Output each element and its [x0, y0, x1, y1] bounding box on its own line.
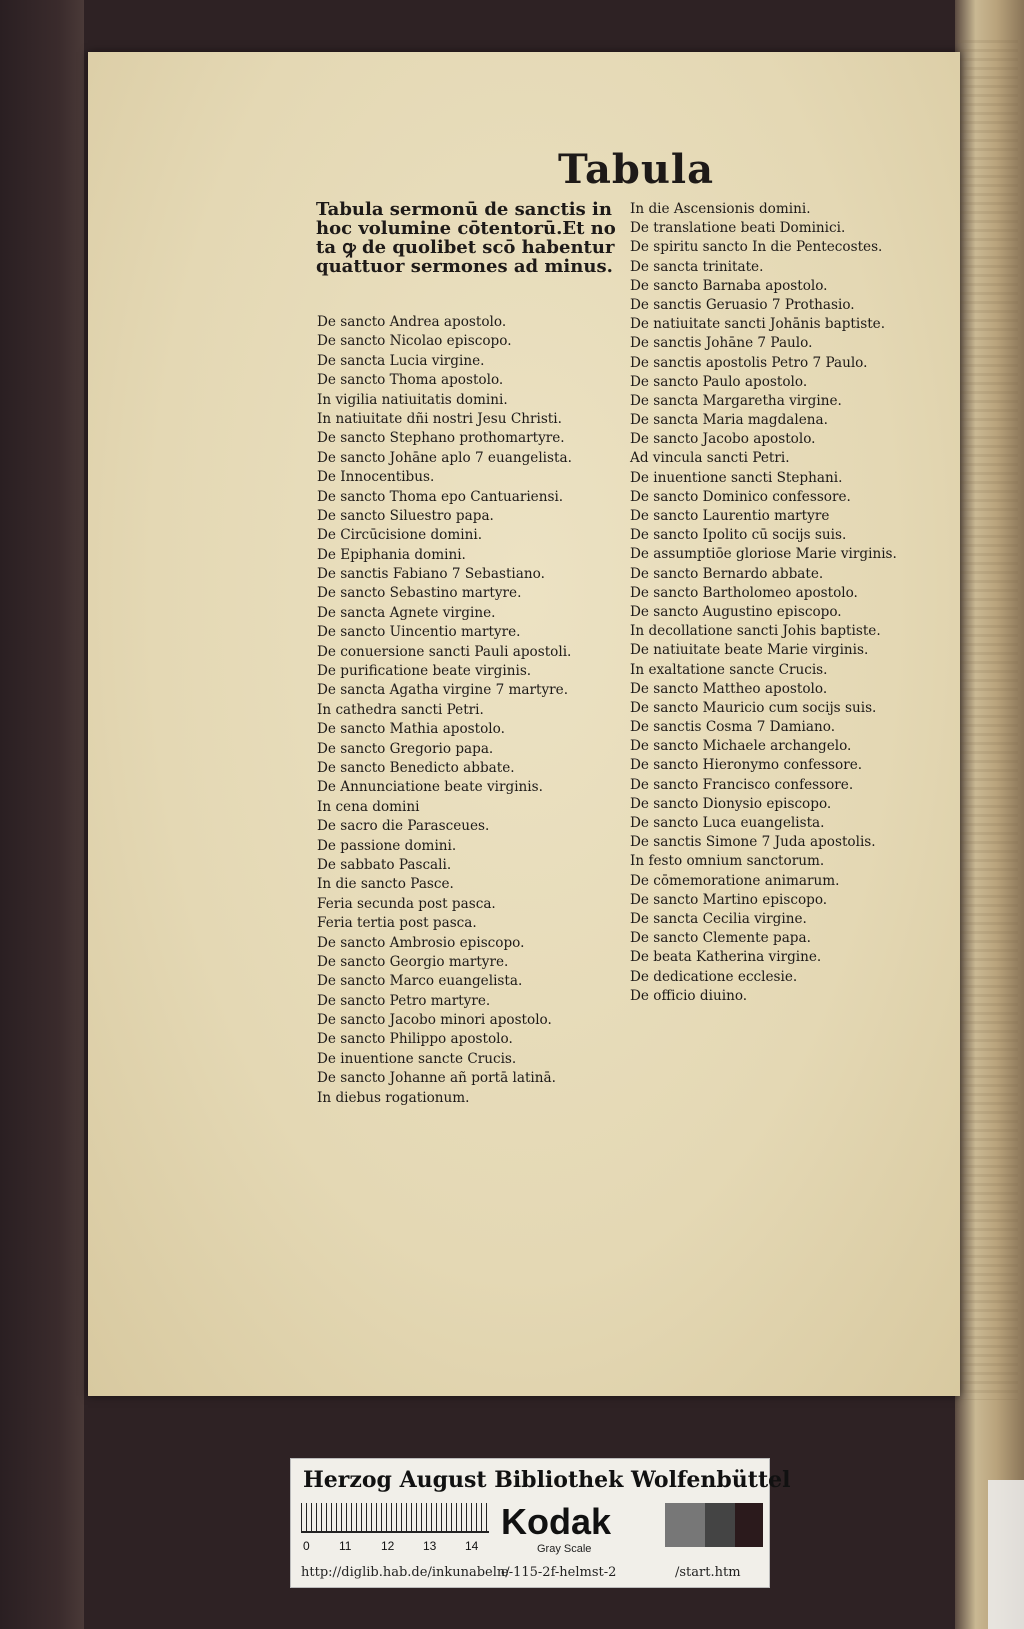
table-entry: De sanctis Simone 7 Juda apostolis.	[630, 834, 876, 851]
table-entry: In exaltatione sancte Crucis.	[630, 661, 828, 678]
table-entry: De sanctis Fabiano 7 Sebastiano.	[317, 566, 545, 583]
table-entry: De sancto Thoma apostolo.	[317, 372, 504, 389]
table-entry: De sancto Jacobo apostolo.	[630, 431, 816, 448]
table-entry: De assumptiōe gloriose Marie virginis.	[630, 546, 897, 563]
ruler-number: 11	[339, 1539, 352, 1553]
table-entry: De natiuitate beate Marie virginis.	[630, 642, 869, 659]
page-edge-texture	[958, 40, 1018, 1400]
table-entry: De sancta Lucia virgine.	[317, 352, 485, 369]
table-entry: De sancto Siluestro papa.	[317, 507, 494, 524]
table-entry: De officio diuino.	[630, 987, 748, 1004]
table-entry: De inuentione sancte Crucis.	[317, 1050, 517, 1067]
table-entry: De translatione beati Dominici.	[630, 220, 846, 237]
table-entry: De sancto Philippo apostolo.	[317, 1031, 513, 1048]
table-entry: De Circūcisione domini.	[317, 527, 483, 544]
table-entry: De dedicatione ecclesie.	[630, 968, 798, 985]
table-entry: De sancta Agatha virgine 7 martyre.	[317, 682, 569, 699]
intro-line: ta ꝙ de quolibet scō habentur	[316, 237, 615, 258]
table-entry: De sancta Maria magdalena.	[630, 412, 828, 429]
intro-line: hoc volumine cōtentorū.Et no	[316, 218, 616, 239]
gray-swatch	[735, 1503, 763, 1547]
table-entry: De sancto Mattheo apostolo.	[630, 680, 828, 697]
table-entry: De sacro die Parasceues.	[317, 818, 490, 835]
ruler-number: 0	[303, 1539, 310, 1553]
table-entry: De sancto Georgio martyre.	[317, 953, 509, 970]
ruler-number: 14	[465, 1539, 479, 1553]
table-entry: De sancto Augustino episcopo.	[630, 603, 842, 620]
table-entry: De cōmemoratione animarum.	[630, 872, 840, 889]
left-column-list	[317, 313, 647, 1108]
manuscript-page	[88, 52, 960, 1396]
library-name: Herzog August Bibliothek Wolfenbüttel	[303, 1467, 791, 1493]
kodak-logo: Kodak	[501, 1501, 612, 1542]
ruler-number: 13	[423, 1539, 437, 1553]
table-entry: In cena domini	[317, 798, 420, 815]
table-entry: De sancto Hieronymo confessore.	[630, 757, 863, 774]
table-entry: Ad vincula sancti Petri.	[630, 450, 790, 467]
table-entry: In natiuitate dñi nostri Jesu Christi.	[317, 410, 562, 427]
table-entry: De Annunciatione beate virginis.	[317, 779, 543, 796]
table-entry: Feria tertia post pasca.	[317, 915, 477, 932]
table-entry: De sancta Margaretha virgine.	[630, 392, 842, 409]
table-entry: De sancto Mauricio cum socijs suis.	[630, 699, 877, 716]
table-entry: De sancto Marco euangelista.	[317, 973, 523, 990]
measure-ruler	[301, 1503, 489, 1533]
table-entry: De sancto Andrea apostolo.	[317, 314, 507, 330]
table-entry: De sancto Bernardo abbate.	[630, 565, 824, 582]
table-entry: De sanctis Geruasio 7 Prothasio.	[630, 296, 855, 313]
ruler-number: 12	[381, 1539, 395, 1553]
table-entry: In vigilia natiuitatis domini.	[317, 391, 508, 408]
table-entry: De sancto Benedicto abbate.	[317, 759, 515, 776]
table-entry: De inuentione sancti Stephani.	[630, 469, 843, 486]
side-marker	[988, 1480, 1024, 1629]
shelfmark-text: e-115-2f-helmst-2	[501, 1565, 617, 1580]
calibration-card	[290, 1458, 791, 1588]
table-entry: De sancto Luca euangelista.	[630, 815, 825, 831]
page-title: Tabula	[558, 146, 715, 193]
table-entry: De natiuitate sancti Johānis baptiste.	[630, 316, 886, 333]
table-entry: De sancto Ipolito cū socijs suis.	[630, 527, 847, 544]
card-footer	[291, 1559, 769, 1585]
table-entry: In cathedra sancti Petri.	[317, 701, 484, 718]
table-entry: De sancto Johāne aplo 7 euangelista.	[317, 449, 572, 466]
table-entry: De sancto Sebastino martyre.	[317, 585, 522, 602]
table-entry: De Epiphania domini.	[317, 546, 466, 563]
table-entry: De sancto Uincentio martyre.	[317, 624, 521, 641]
table-entry: De sancto Michaele archangelo.	[630, 738, 852, 755]
ruler-numbers	[301, 1539, 501, 1553]
table-entry: De sabbato Pascali.	[317, 856, 452, 873]
start-link-text: /start.htm	[675, 1565, 741, 1580]
table-entry: De sancto Martino episcopo.	[630, 891, 828, 908]
table-entry: De sancto Ambrosio episcopo.	[317, 934, 525, 951]
table-entry: De sancta Agnete virgine.	[317, 604, 496, 621]
table-entry: In die sancto Pasce.	[317, 876, 454, 893]
intro-line: Tabula sermonū de sanctis in	[316, 199, 612, 220]
table-entry: De sancto Dionysio episcopo.	[630, 795, 832, 812]
gray-swatch	[665, 1503, 705, 1547]
table-entry: De sancto Petro martyre.	[317, 992, 491, 1009]
table-entry: De sancto Jacobo minori apostolo.	[317, 1012, 552, 1029]
intro-paragraph	[316, 200, 616, 276]
table-entry: Feria secunda post pasca.	[317, 895, 496, 912]
table-entry: De sancto Laurentio martyre	[630, 508, 830, 524]
table-entry: De sancto Barnaba apostolo.	[630, 277, 828, 294]
table-entry: De sanctis apostolis Petro 7 Paulo.	[630, 354, 868, 371]
table-entry: De sancto Dominico confessore.	[630, 488, 851, 505]
background-left	[0, 0, 84, 1629]
table-entry: De sancta trinitate.	[630, 258, 764, 275]
table-entry: De sancto Thoma epo Cantuariensi.	[317, 488, 564, 505]
table-entry: De sancto Stephano prothomartyre.	[317, 430, 565, 447]
table-entry: De sanctis Johāne 7 Paulo.	[630, 335, 813, 352]
url-text: http://diglib.hab.de/inkunabeln/	[301, 1565, 510, 1580]
right-column-list	[630, 200, 960, 1006]
table-entry: In festo omnium sanctorum.	[630, 853, 825, 870]
table-entry: De sancto Mathia apostolo.	[317, 721, 505, 738]
gray-scale-label: Gray Scale	[537, 1543, 592, 1555]
table-entry: De sancto Clemente papa.	[630, 930, 811, 947]
table-entry: De conuersione sancti Pauli apostoli.	[317, 643, 572, 660]
table-entry: De sanctis Cosma 7 Damiano.	[630, 719, 836, 736]
table-entry: De sancto Johanne añ portā latinā.	[317, 1070, 556, 1087]
table-entry: De spiritu sancto In die Pentecostes.	[630, 239, 883, 256]
table-entry: De purificatione beate virginis.	[317, 663, 532, 680]
table-entry: In decollatione sancti Johis baptiste.	[630, 623, 881, 640]
intro-line: quattuor sermones ad minus.	[316, 256, 613, 277]
table-entry: De sancto Nicolao episcopo.	[317, 333, 512, 350]
table-entry: De sancto Paulo apostolo.	[630, 373, 808, 390]
table-entry: De Innocentibus.	[317, 469, 435, 486]
table-entry: De sancto Bartholomeo apostolo.	[630, 584, 858, 601]
table-entry: De sancto Gregorio papa.	[317, 740, 494, 757]
table-entry: In die Ascensionis domini.	[630, 201, 811, 217]
table-entry: De passione domini.	[317, 837, 457, 854]
table-entry: In diebus rogationum.	[317, 1089, 470, 1106]
table-entry: De sancto Francisco confessore.	[630, 776, 854, 793]
table-entry: De beata Katherina virgine.	[630, 949, 822, 966]
table-entry: De sancta Cecilia virgine.	[630, 910, 807, 927]
